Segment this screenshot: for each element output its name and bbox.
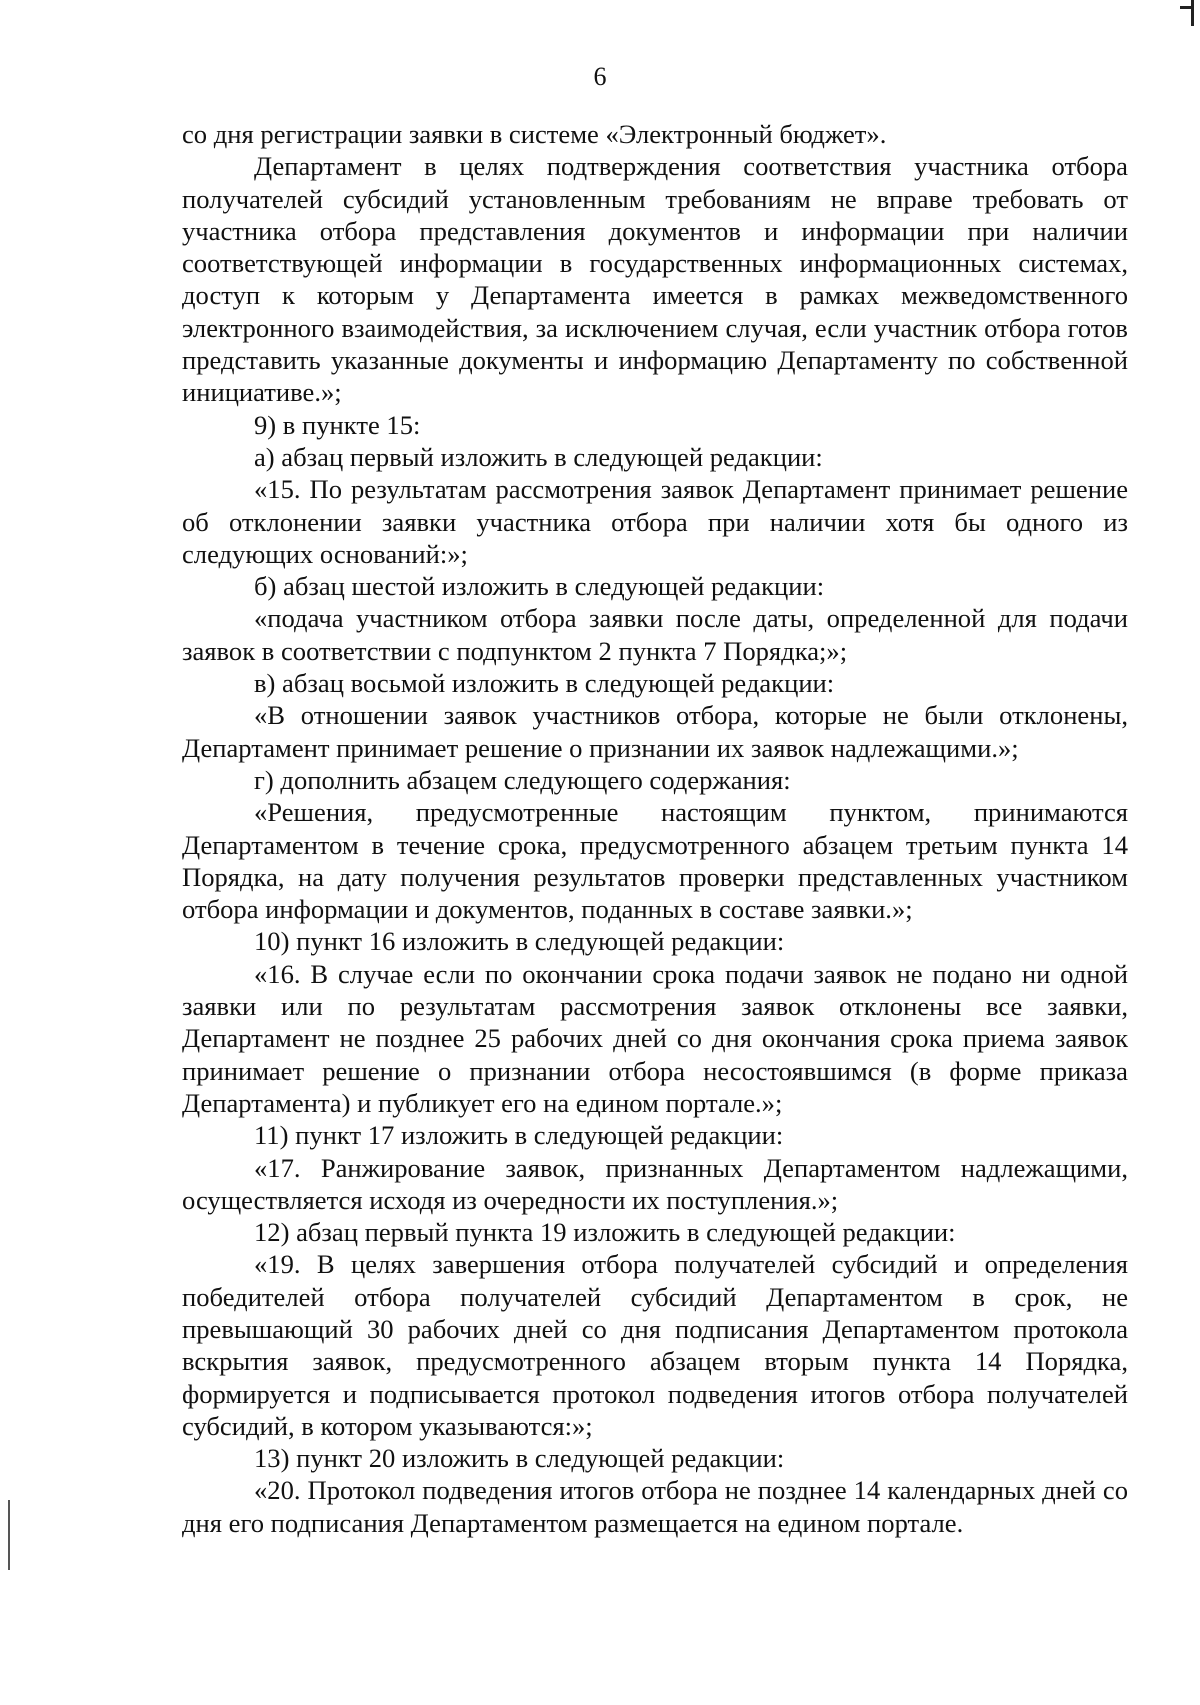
paragraph-4: а) абзац первый изложить в следующей редакции:: [254, 441, 823, 472]
paragraph-1: со дня регистрации заявки в системе «Электронный бюджет».: [182, 119, 887, 149]
paragraph-10: г) дополнить абзацем следующего содержания:: [254, 764, 791, 795]
paragraph-13: «16. В случае если по окончании срока подачи заявок не подано ни одной заявки или по результатам рассмотрения заявок отклонены все заявки, Департамент не позднее 25 рабочих дней со дня окончания срока приема заявок принимает решение о признании отбора несостоявшимся (в форме приказа Департамента) и публикует его на едином портале.»;: [182, 958, 1128, 1118]
paragraph-19: «20. Протокол подведения итогов отбора не позднее 14 календарных дней со дня его подписания Департаментом размещается на едином портале.: [182, 1475, 1128, 1538]
paragraph-11: «Решения, предусмотренные настоящим пунктом, принимаются Департаментом в течение срока, предусмотренного абзацем третьим пункта 14 Порядка, на дату получения результатов проверки представленных участником отбора информации и документов, поданных в составе заявки.»;: [182, 797, 1128, 925]
paragraph-6: б) абзац шестой изложить в следующей редакции:: [254, 571, 825, 602]
paragraph-7: «подача участником отбора заявки после даты, определенной для подачи заявок в соответствии с подпунктом 2 пункта 7 Порядка;»;: [182, 603, 1128, 666]
paragraph-8: в) абзац восьмой изложить в следующей редакции:: [254, 668, 835, 699]
paragraph-3: 9) в пункте 15:: [254, 409, 421, 440]
document-body: [182, 118, 1128, 1539]
scan-corner-mark: [1191, 0, 1194, 26]
paragraph-14: 11) пункт 17 изложить в следующей редакции:: [254, 1120, 784, 1151]
paragraph-5: «15. По результатам рассмотрения заявок Департамент принимает решение об отклонении заявки участника отбора при наличии хотя бы одного из следующих оснований:»;: [182, 474, 1128, 569]
paragraph-15: «17. Ранжирование заявок, признанных Департаментом надлежащими, осуществляется исходя из очередности их поступления.»;: [182, 1152, 1128, 1215]
page-number: 6: [593, 62, 607, 91]
paragraph-18: 13) пункт 20 изложить в следующей редакции:: [254, 1443, 785, 1474]
paragraph-17: «19. В целях завершения отбора получателей субсидий и определения победителей отбора получателей субсидий Департаментом в срок, не превышающий 30 рабочих дней со дня подписания Департаментом протокола вскрытия заявок, предусмотренного абзацем вторым пункта 14 Порядка, формируется и подписывается протокол подведения итогов отбора получателей субсидий, в котором указываются:»;: [182, 1249, 1128, 1441]
paragraph-12: 10) пункт 16 изложить в следующей редакции:: [254, 926, 785, 957]
scan-edge-mark: [8, 1500, 10, 1570]
paragraph-9: «В отношении заявок участников отбора, которые не были отклонены, Департамент принимает решение о признании их заявок надлежащими.»;: [182, 700, 1128, 763]
paragraph-16: 12) абзац первый пункта 19 изложить в следующей редакции:: [254, 1217, 956, 1248]
scan-corner-mark-horizontal: [1180, 6, 1194, 9]
paragraph-2: Департамент в целях подтверждения соответствия участника отбора получателей субсидий установленным требованиям не вправе требовать от участника отбора представления документов и информации при наличии соответствующей информации в государственных информационных системах, доступ к которым у Департамента имеется в рамках межведомственного электронного взаимодействия, за исключением случая, если участник отбора готов представить указанные документы и информацию Департаменту по собственной инициативе.»;: [182, 151, 1128, 408]
